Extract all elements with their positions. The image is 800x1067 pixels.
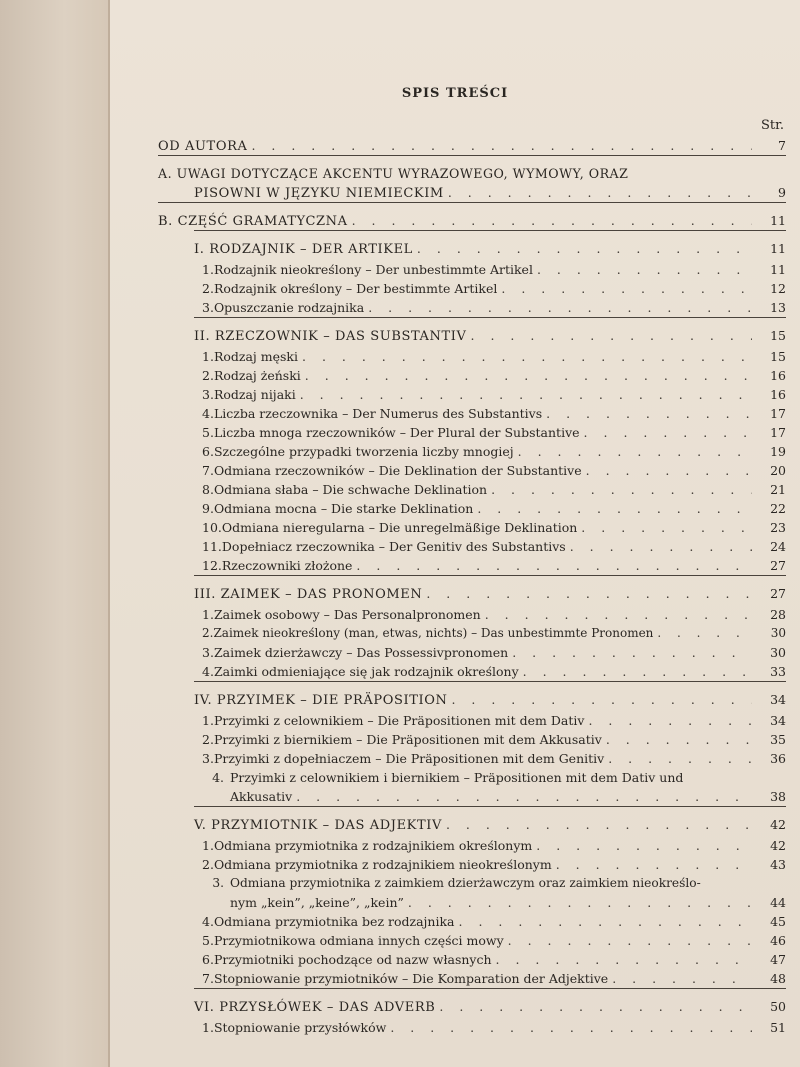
item-title: Odmiana przymiotnika z rodzajnikiem określonym [213, 838, 533, 853]
list-item [194, 298, 786, 317]
item-page: 11 [770, 262, 786, 277]
leader-dots [471, 326, 752, 345]
item-title: Odmiana nieregularna – Die unregelmäßige Deklination [221, 520, 578, 535]
leader-dots [485, 605, 752, 624]
item-title: Przyimki z celownikiem – Die Präpositionen mit dem Dativ [213, 713, 585, 728]
item-number: 2. [202, 626, 214, 640]
item-number: 1. [202, 838, 214, 853]
item-title-line1: Przyimki z celownikiem i biernikiem – Präpositionen mit dem Dativ und [230, 770, 684, 785]
item-title: Stopniowanie przysłówków [213, 1020, 387, 1035]
leader-dots [606, 730, 752, 749]
item-number: 2. [202, 732, 214, 747]
item-title: Odmiana słaba – Die schwache Deklination [213, 482, 488, 497]
section-page: 27 [770, 586, 786, 601]
item-number: 2. [202, 368, 214, 383]
leader-dots [581, 518, 752, 537]
item-number: 1. [202, 262, 214, 277]
leader-dots [588, 711, 752, 730]
leader-dots [439, 997, 752, 1016]
item-page: 13 [770, 300, 786, 315]
item-title: Zaimki odmieniające się jak rodzajnik określony [213, 664, 519, 679]
item-page: 48 [770, 971, 786, 986]
toc-entry-page: 11 [770, 213, 786, 228]
item-title: Liczba rzeczownika – Der Numerus des Substantivs [213, 406, 543, 421]
item-page: 45 [770, 914, 786, 929]
item-number: 4. [202, 664, 214, 679]
item-number: 3. [212, 876, 224, 890]
leader-dots [451, 690, 752, 709]
toc-entry-page: 7 [778, 138, 786, 153]
item-page: 46 [770, 933, 786, 948]
leader-dots [537, 260, 752, 279]
item-title: Przyimki z dopełniaczem – Die Präpositionen mit dem Genitiv [213, 751, 605, 766]
section-page: 50 [770, 999, 786, 1014]
leader-dots [612, 969, 752, 988]
item-page: 35 [770, 732, 786, 747]
item-page: 42 [770, 838, 786, 853]
leader-dots [491, 480, 752, 499]
leader-dots [584, 423, 752, 442]
leader-dots [459, 912, 753, 931]
item-title: Liczba mnoga rzeczowników – Der Plural der Substantive [213, 425, 580, 440]
list-item [194, 912, 786, 931]
leader-dots [546, 404, 752, 423]
section-title: V. PRZYMIOTNIK – DAS ADJEKTIV [194, 818, 442, 833]
list-item [194, 711, 786, 730]
item-number: 12. [202, 558, 222, 573]
item-title: Zaimek osobowy – Das Personalpronomen [213, 607, 481, 622]
leader-dots [305, 366, 752, 385]
leader-dots [536, 836, 752, 855]
leader-dots [508, 931, 752, 950]
item-page: 43 [770, 857, 786, 872]
item-number: 3. [202, 387, 214, 402]
item-number: 1. [202, 1020, 214, 1035]
leader-dots [426, 584, 752, 603]
item-number: 11. [202, 539, 222, 554]
item-title: Opuszczanie rodzajnika [213, 300, 365, 315]
item-title: Akkusativ [230, 789, 293, 804]
toc-entry-title: B. CZĘŚĆ GRAMATYCZNA [158, 214, 348, 229]
leader-dots [390, 1018, 752, 1037]
section-page: 34 [770, 692, 786, 707]
toc-entry-page: 9 [778, 185, 786, 200]
section-przymiotnik [158, 815, 786, 988]
item-number: 4. [212, 770, 224, 785]
list-item [194, 499, 786, 518]
item-page: 24 [770, 539, 786, 554]
leader-dots [512, 643, 752, 662]
toc-entry-uwagi [158, 164, 786, 202]
list-item [194, 662, 786, 681]
section-heading [194, 815, 786, 834]
item-number: 1. [202, 607, 214, 622]
section-title: II. RZECZOWNIK – DAS SUBSTANTIV [194, 329, 467, 344]
table-of-contents [158, 136, 786, 1037]
section-title: III. ZAIMEK – DAS PRONOMEN [194, 587, 423, 602]
section-heading [194, 690, 786, 709]
divider [194, 681, 786, 682]
list-item [194, 730, 786, 749]
list-item [194, 605, 786, 624]
toc-entry-title: OD AUTORA [158, 139, 248, 154]
item-number: 4. [202, 914, 214, 929]
item-page: 20 [770, 463, 786, 478]
item-page: 51 [770, 1020, 786, 1035]
toc-entry-uwagi-cont [158, 183, 786, 202]
item-number: 7. [202, 463, 214, 478]
item-number: 9. [202, 501, 214, 516]
item-page: 17 [770, 425, 786, 440]
leader-dots [368, 298, 752, 317]
item-number: 2. [202, 857, 214, 872]
leader-dots [302, 347, 752, 366]
toc-entry-czesc-gramatyczna [158, 211, 786, 230]
divider [194, 806, 786, 807]
item-title: Przymiotnikowa odmiana innych części mowy [213, 933, 504, 948]
leader-dots [477, 499, 752, 518]
leader-dots [446, 815, 752, 834]
list-item [194, 480, 786, 499]
item-page: 17 [770, 406, 786, 421]
leader-dots [300, 385, 752, 404]
item-page: 30 [770, 645, 786, 660]
list-item [194, 624, 786, 643]
item-number: 2. [202, 281, 214, 296]
list-item [194, 643, 786, 662]
item-title: Szczególne przypadki tworzenia liczby mnogiej [213, 444, 514, 459]
item-number: 3. [202, 645, 214, 660]
list-item [194, 749, 786, 768]
leader-dots [496, 950, 752, 969]
section-zaimek [158, 584, 786, 681]
item-title: Stopniowanie przymiotników – Die Komparation der Adjektive [213, 971, 609, 986]
divider [158, 155, 786, 156]
section-heading [194, 997, 786, 1016]
leader-dots [408, 893, 752, 912]
list-item [194, 537, 786, 556]
item-number: 5. [202, 425, 214, 440]
list-item [194, 556, 786, 575]
item-title: Odmiana przymiotnika bez rodzajnika [213, 914, 455, 929]
list-item [194, 969, 786, 988]
item-page: 38 [770, 789, 786, 804]
list-item [194, 893, 786, 912]
list-item-line1 [194, 768, 786, 787]
item-page: 16 [770, 368, 786, 383]
leader-dots [556, 855, 752, 874]
item-page: 28 [770, 607, 786, 622]
leader-dots [586, 461, 752, 480]
book-spine-shadow [0, 0, 110, 1067]
list-item [194, 385, 786, 404]
item-number: 6. [202, 952, 214, 967]
list-item [194, 347, 786, 366]
item-number: 6. [202, 444, 214, 459]
item-page: 19 [770, 444, 786, 459]
item-number: 3. [202, 751, 214, 766]
section-przyimek [158, 690, 786, 806]
leader-dots [608, 749, 752, 768]
item-title-line1: Odmiana przymiotnika z zaimkiem dzierżawczym oraz zaimkiem nieokreślo- [230, 876, 701, 890]
leader-dots [657, 624, 752, 643]
page-column-label: Str. [760, 118, 784, 133]
item-title: Zaimek nieokreślony (man, etwas, nichts) – Das unbestimmte Pronomen [213, 626, 654, 640]
divider [194, 988, 786, 989]
list-item [194, 461, 786, 480]
item-title: nym „kein”, „keine”, „kein” [230, 895, 404, 910]
item-title: Rodzaj żeński [213, 368, 301, 383]
list-item [194, 836, 786, 855]
section-przyslowek [158, 997, 786, 1037]
toc-entry-od-autora [158, 136, 786, 155]
item-title: Rodzaj nijaki [213, 387, 296, 402]
section-page: 42 [770, 817, 786, 832]
item-title: Rodzaj męski [213, 349, 299, 364]
page-title: SPIS TREŚCI [401, 86, 509, 101]
item-number: 10. [202, 520, 222, 535]
leader-dots [417, 239, 752, 258]
divider [194, 575, 786, 576]
item-number: 3. [202, 300, 214, 315]
item-title: Odmiana mocna – Die starke Deklination [213, 501, 474, 516]
leader-dots [448, 183, 752, 202]
item-number: 1. [202, 349, 214, 364]
item-title: Rzeczowniki złożone [221, 558, 353, 573]
item-page: 34 [770, 713, 786, 728]
list-item [194, 518, 786, 537]
item-page: 47 [770, 952, 786, 967]
item-title: Dopełniacz rzeczownika – Der Genitiv des Substantivs [221, 539, 566, 554]
item-page: 30 [770, 626, 786, 640]
item-title: Odmiana przymiotnika z rodzajnikiem nieokreślonym [213, 857, 552, 872]
item-page: 33 [770, 664, 786, 679]
item-page: 27 [770, 558, 786, 573]
list-item [194, 855, 786, 874]
leader-dots [356, 556, 752, 575]
leader-dots [518, 442, 752, 461]
section-page: 11 [770, 241, 786, 256]
toc-page [110, 0, 800, 1067]
leader-dots [352, 211, 752, 230]
list-item [194, 279, 786, 298]
list-item [194, 404, 786, 423]
toc-entry-title: PISOWNI W JĘZYKU NIEMIECKIM [194, 186, 444, 201]
item-page: 22 [770, 501, 786, 516]
section-heading [194, 239, 786, 258]
list-item-line1 [194, 874, 786, 893]
section-title: VI. PRZYSŁÓWEK – DAS ADVERB [194, 1000, 436, 1015]
list-item [194, 260, 786, 279]
item-page: 16 [770, 387, 786, 402]
item-page: 23 [770, 520, 786, 535]
item-page: 15 [770, 349, 786, 364]
item-title: Rodzajnik nieokreślony – Der unbestimmte Artikel [213, 262, 533, 277]
toc-entry-title-line1: A. UWAGI DOTYCZĄCE AKCENTU WYRAZOWEGO, WYMOWY, ORAZ [158, 166, 629, 181]
section-title: IV. PRZYIMEK – DIE PRÄPOSITION [194, 693, 448, 708]
item-page: 21 [770, 482, 786, 497]
section-heading [194, 326, 786, 345]
section-page: 15 [770, 328, 786, 343]
list-item [194, 442, 786, 461]
item-title: Odmiana rzeczowników – Die Deklination der Substantive [213, 463, 582, 478]
section-rzeczownik [158, 326, 786, 575]
item-number: 8. [202, 482, 214, 497]
leader-dots [523, 662, 752, 681]
item-title: Przyimki z biernikiem – Die Präpositionen mit dem Akkusativ [213, 732, 602, 747]
item-number: 1. [202, 713, 214, 728]
leader-dots [251, 136, 752, 155]
item-number: 4. [202, 406, 214, 421]
section-rodzajnik [158, 239, 786, 317]
list-item [194, 931, 786, 950]
divider [194, 317, 786, 318]
item-page: 44 [770, 895, 786, 910]
leader-dots [570, 537, 752, 556]
item-page: 12 [770, 281, 786, 296]
item-title: Zaimek dzierżawczy – Das Possessivpronomen [213, 645, 509, 660]
list-item [194, 366, 786, 385]
list-item [194, 950, 786, 969]
list-item [194, 423, 786, 442]
list-item [194, 1018, 786, 1037]
list-item [194, 787, 786, 806]
leader-dots [296, 787, 752, 806]
item-page: 36 [770, 751, 786, 766]
item-number: 7. [202, 971, 214, 986]
item-title: Rodzajnik określony – Der bestimmte Artikel [213, 281, 498, 296]
leader-dots [501, 279, 752, 298]
item-title: Przymiotniki pochodzące od nazw własnych [213, 952, 492, 967]
section-heading [194, 584, 786, 603]
section-title: I. RODZAJNIK – DER ARTIKEL [194, 242, 413, 257]
item-number: 5. [202, 933, 214, 948]
